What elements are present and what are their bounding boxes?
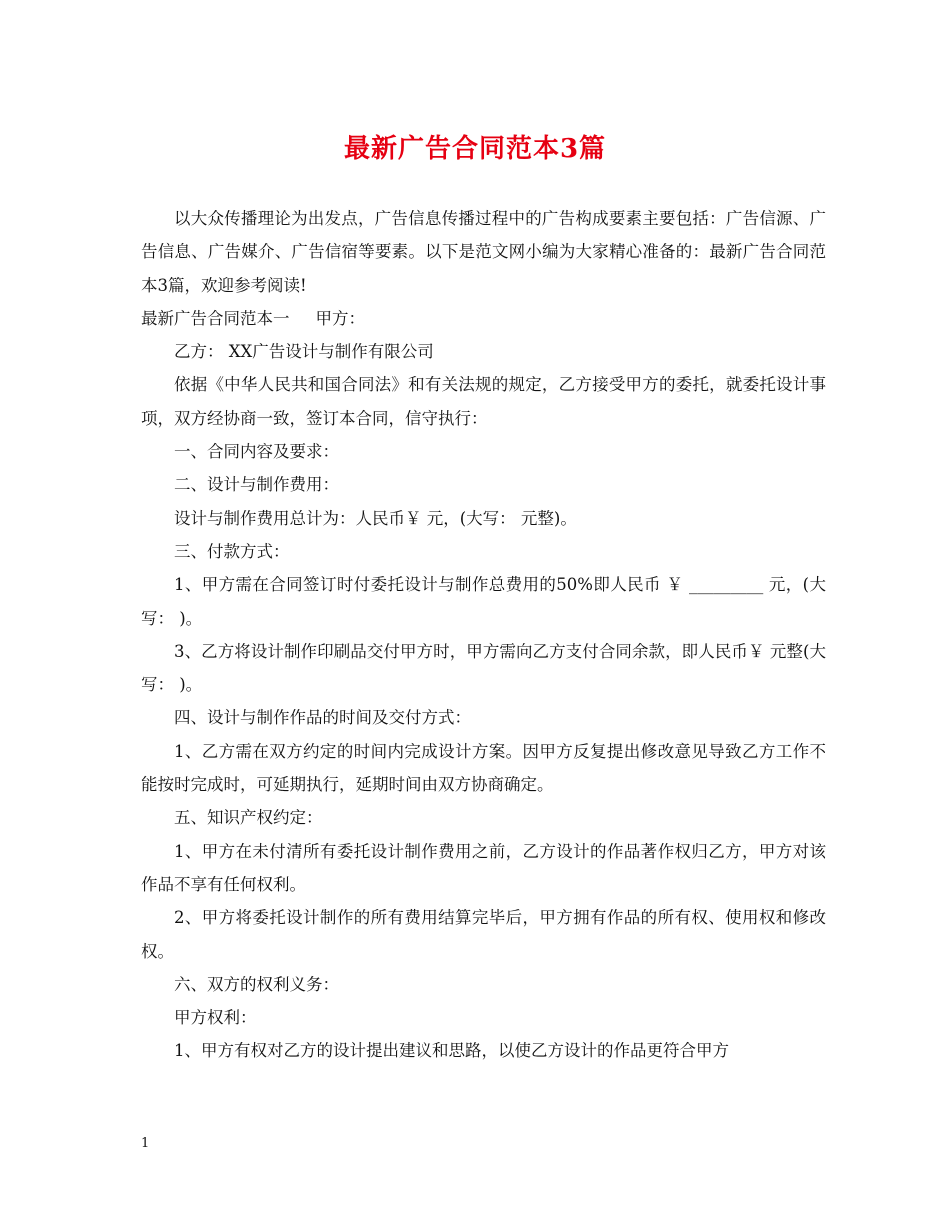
section-heading: 六、双方的权利义务： <box>174 974 339 994</box>
paragraph: 设计与制作费用总计为：人民币￥ 元，(大写： 元整)。 <box>174 508 577 528</box>
section-heading: 三、付款方式： <box>174 541 290 561</box>
document-body <box>141 202 826 1068</box>
paragraph: 依据《中华人民共和国合同法》和有关法规的规定，乙方接受甲方的委托，就委托设计事项，双方经协商一致，签订本合同，信守执行： <box>141 375 826 428</box>
sub-heading: 甲方权利： <box>174 1008 257 1028</box>
paragraph: 1、甲方在未付清所有委托设计制作费用之前，乙方设计的作品著作权归乙方，甲方对该作品不享有任何权利。 <box>141 841 826 894</box>
intro-paragraph: 以大众传播理论为出发点，广告信息传播过程中的广告构成要素主要包括：广告信源、广告信息、广告媒介、广告信宿等要素。以下是范文网小编为大家精心准备的：最新广告合同范本3篇，欢迎参考阅读! <box>141 209 826 295</box>
page-number: 1 <box>141 1136 150 1151</box>
section-heading: 一、合同内容及要求： <box>174 442 339 462</box>
paragraph: 2、甲方将委托设计制作的所有费用结算完毕后，甲方拥有作品的所有权、使用权和修改权。 <box>141 908 826 961</box>
paragraph: 1、乙方需在双方约定的时间内完成设计方案。因甲方反复提出修改意见导致乙方工作不能按时完成时，可延期执行，延期时间由双方协商确定。 <box>141 741 826 795</box>
contract-heading: 最新广告合同范本一 <box>141 308 290 328</box>
party-b-line: 乙方： XX广告设计与制作有限公司 <box>174 342 434 362</box>
section-heading: 二、设计与制作费用： <box>174 475 339 495</box>
contract-heading-line <box>141 302 826 335</box>
paragraph: 1、甲方需在合同签订时付委托设计与制作总费用的50%即人民币 ￥ _________ 元，(大写： )。 <box>141 575 826 628</box>
document-title: 最新广告合同范本3篇 <box>343 134 607 164</box>
section-heading: 四、设计与制作作品的时间及交付方式： <box>174 708 471 728</box>
paragraph: 3、乙方将设计制作印刷品交付甲方时，甲方需向乙方支付合同余款，即人民币￥ 元整(大写： )。 <box>141 641 826 695</box>
paragraph: 1、甲方有权对乙方的设计提出建议和思路，以使乙方设计的作品更符合甲方 <box>174 1041 729 1061</box>
section-heading: 五、知识产权约定： <box>174 808 323 828</box>
party-a-label: 甲方： <box>315 308 365 328</box>
